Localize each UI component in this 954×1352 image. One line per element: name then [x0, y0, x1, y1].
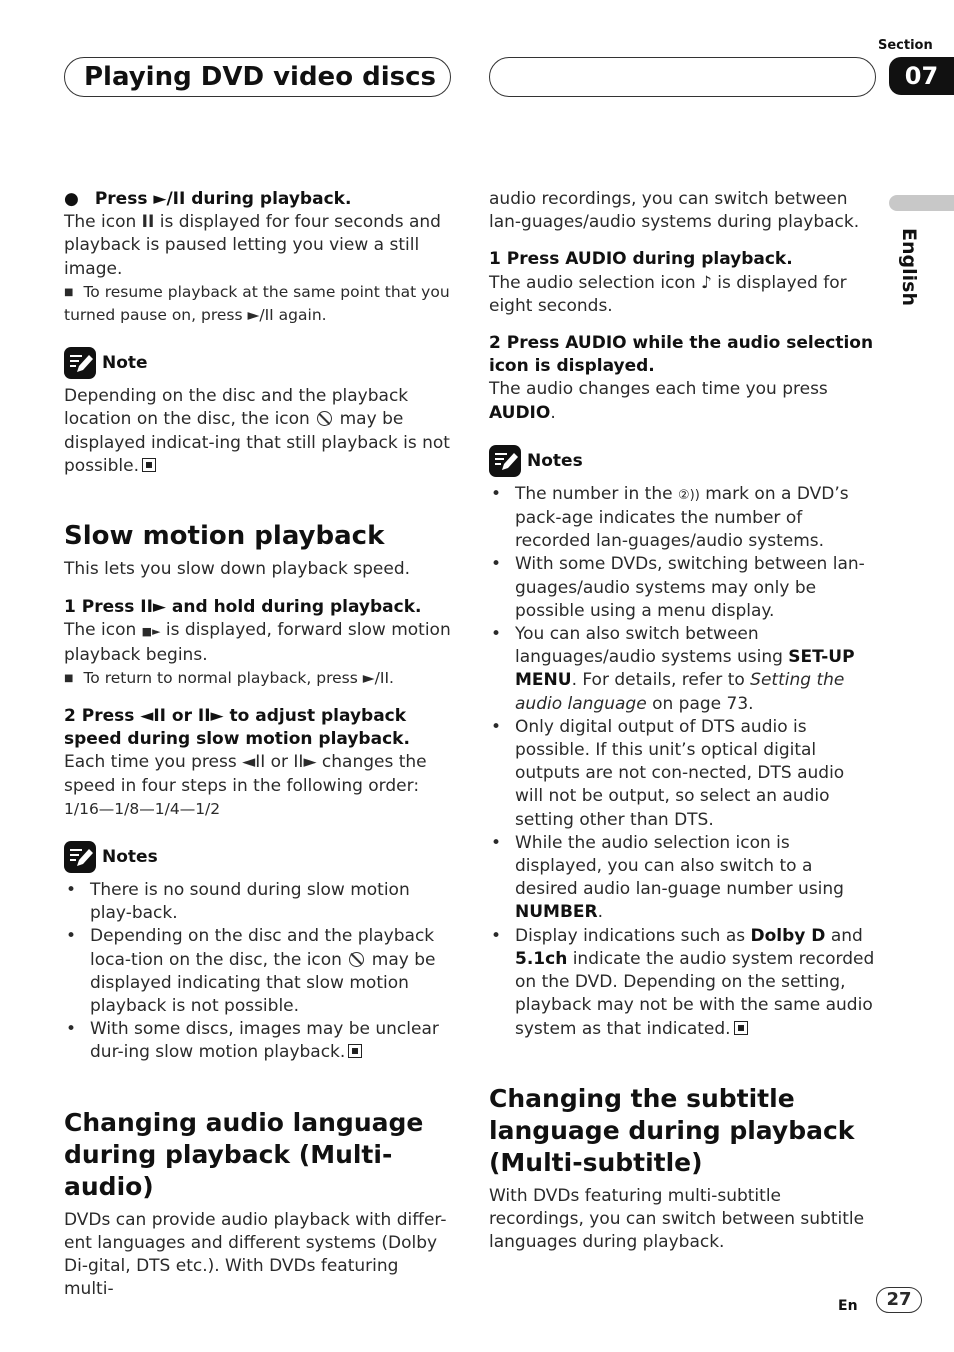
list-item: • You can also switch between languages/audio systems using SET-UP MENU. For details, refer to Setting the audio language on page 73. [489, 623, 877, 716]
list-item: • Display indications such as Dolby D and 5.1ch indicate the audio system recorded on the DVD. Depending on the setting, playback may not be with the same audio system as that indicated. [489, 925, 877, 1041]
section-label: Section [878, 38, 933, 53]
chapter-title-box [64, 57, 451, 97]
subtitle-intro: With DVDs featuring multi-subtitle recordings, you can switch between subtitle languages during playback. [489, 1185, 865, 1253]
audio-continuation: audio recordings, you can switch between lan-guages/audio systems during playback. [489, 189, 860, 233]
list-item: • There is no sound during slow motion play-back. [64, 879, 452, 925]
list-item: • With some DVDs, switching between lan-guages/audio systems may only be possible using a menu display. [489, 553, 877, 623]
note-icon [489, 445, 521, 477]
audio-heading: Changing audio language during playback (Multi-audio) [64, 1107, 424, 1201]
end-mark-icon [734, 1021, 748, 1035]
audio-count-icon: ②)) [677, 487, 700, 503]
right-column [489, 188, 877, 1254]
end-mark-icon [348, 1044, 362, 1058]
prohibited-icon [317, 411, 332, 426]
audio-notes-list [489, 483, 877, 1041]
audio-step1-paragraph: The audio selection icon ♪ is displayed for eight seconds. [489, 272, 847, 316]
slow-forward-icon: ■► [141, 625, 161, 639]
step-press-pause: ● Press ►/II during playback. [64, 189, 352, 209]
section-number: 07 [889, 57, 954, 95]
slow-notes-list [64, 879, 452, 1065]
prohibited-icon [349, 952, 364, 967]
slow-step1-sub: ■ To return to normal playback, press ►/II. [64, 668, 394, 687]
subtitle-heading: Changing the subtitle language during playback (Multi-subtitle) [489, 1083, 855, 1177]
header-empty-box [489, 57, 876, 97]
language-label: English [898, 228, 920, 306]
list-item: • Depending on the disc and the playback loca-tion on the disc, the icon may be displayed indicating that slow motion playback is not possible. [64, 925, 452, 1018]
slow-order: 1/16—1/8—1/4—1/2 [64, 799, 221, 818]
end-mark-icon [142, 458, 156, 472]
slow-step1: 1 Press II► and hold during playback. [64, 597, 422, 618]
pause-paragraph: The icon II is displayed for four seconds and playback is paused letting you view a still image. [64, 212, 441, 279]
note-icon [64, 841, 96, 873]
audio-step2-paragraph: The audio changes each time you press AUDIO. [489, 379, 828, 423]
list-item: • With some discs, images may be unclear dur-ing slow motion playback. [64, 1018, 452, 1064]
list-item: • While the audio selection icon is displayed, you can also switch to a desired audio lan-guage number using NUMBER. [489, 832, 877, 925]
note-icon [64, 347, 96, 379]
notes-header: Notes [64, 841, 452, 873]
audio-step1: 1 Press AUDIO during playback. [489, 249, 793, 270]
note-paragraph: Depending on the disc and the playback location on the disc, the icon may be displayed indicat-ing that still playback is not possible. [64, 386, 450, 476]
left-column [64, 188, 452, 1302]
page-number: 27 [876, 1287, 922, 1313]
pause-icon: II [141, 212, 155, 233]
slow-intro: This lets you slow down playback speed. [64, 559, 411, 580]
chapter-title: Playing DVD video discs [84, 62, 436, 92]
notes-header: Notes [489, 445, 877, 477]
slow-motion-heading: Slow motion playback [64, 521, 385, 552]
audio-intro: DVDs can provide audio playback with differ-ent languages and different systems (Dolby Di-gital, DTS etc.). With DVDs featuring multi- [64, 1209, 447, 1300]
language-tab [889, 195, 954, 211]
audio-note-icon: ♪ [701, 272, 712, 293]
slow-step1-paragraph: The icon ■► is displayed, forward slow motion playback begins. [64, 620, 451, 665]
list-item: • Only digital output of DTS audio is possible. If this unit’s optical digital outputs are not con-nected, DTS audio will not be output, so select an audio setting other than DTS. [489, 716, 877, 832]
note-header: Note [64, 347, 452, 379]
pause-sub: ■ To resume playback at the same point that you turned pause on, press ►/II again. [64, 282, 450, 325]
list-item: • The number in the ②)) mark on a DVD’s pack-age indicates the number of recorded lan-guages/audio systems. [489, 483, 877, 554]
slow-step2-paragraph: Each time you press ◄II or II► changes the speed in four steps in the following order: [64, 752, 427, 796]
audio-step2: 2 Press AUDIO while the audio selection icon is displayed. [489, 333, 874, 377]
slow-step2: 2 Press ◄II or II► to adjust playback speed during slow motion playback. [64, 706, 410, 750]
footer-lang: En [838, 1298, 858, 1314]
